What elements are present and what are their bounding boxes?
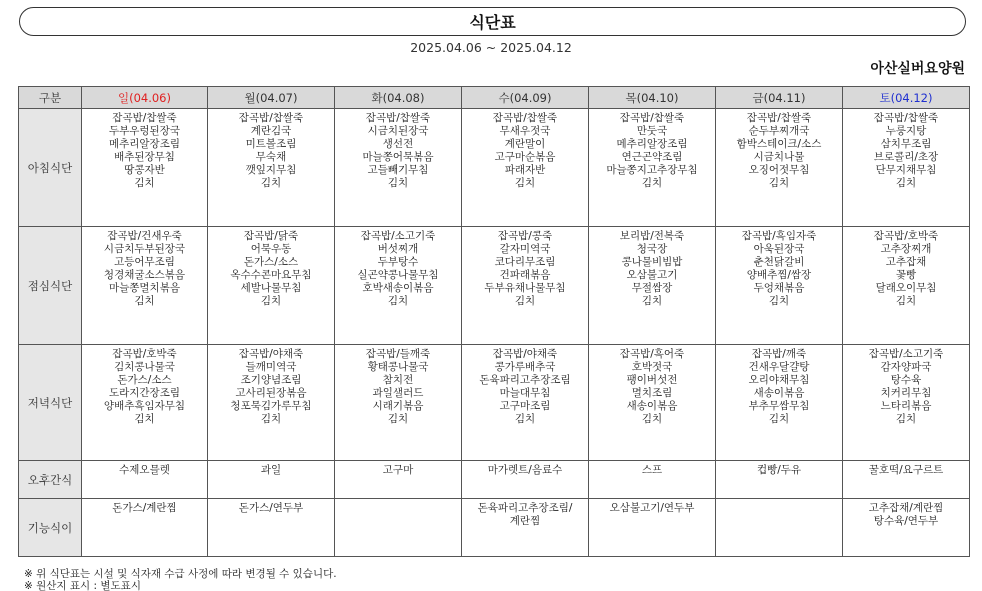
- menu-item: 삼치무조림: [880, 138, 932, 150]
- menu-item: 잡곡밥/찹쌀죽: [492, 112, 558, 124]
- menu-cell-mon: [208, 345, 335, 461]
- menu-item: 김치: [260, 413, 282, 425]
- menu-item: 김치: [387, 295, 409, 307]
- menu-item: 고사리된장볶음: [235, 387, 307, 399]
- menu-item: 양배추흑임자무침: [103, 400, 186, 412]
- day-header-tue: 화(04.08): [335, 87, 462, 109]
- dinner-row: [19, 345, 970, 461]
- menu-item: 잡곡밥/찹쌀죽: [619, 112, 685, 124]
- menu-item: 오삼불고기: [626, 269, 678, 281]
- menu-item: 잡곡밥/흑어죽: [619, 348, 685, 360]
- menu-item: 김치: [514, 295, 536, 307]
- menu-cell-sun: [82, 499, 208, 557]
- menu-item: 만둣국: [636, 125, 668, 137]
- menu-item: 고등어무조림: [114, 256, 175, 268]
- footnote-origin-notice: ※ 원산지 표시 : 별도표시: [24, 580, 141, 591]
- menu-item: 어묵우동: [250, 243, 292, 255]
- menu-item: 김치: [768, 177, 790, 189]
- breakfast-row: [19, 109, 970, 227]
- menu-item: 달래오이무침: [875, 282, 937, 294]
- menu-item: 잡곡밥/소고기죽: [868, 348, 944, 360]
- menu-item: 시래기볶음: [372, 400, 424, 412]
- menu-item: 두부탕수: [377, 256, 419, 268]
- menu-item: 꽃빵: [895, 269, 917, 281]
- menu-item: 계란말이: [504, 138, 546, 150]
- menu-item: 스프: [641, 464, 663, 476]
- menu-item: 깻잎지무침: [245, 164, 297, 176]
- footnotes: [24, 568, 337, 591]
- menu-item: 돈육파리고추장조림: [479, 374, 571, 386]
- menu-item: 김치: [514, 413, 536, 425]
- menu-item: 고구마: [382, 464, 414, 476]
- menu-item: 호박새송이볶음: [362, 282, 434, 294]
- facility-name: 아산실버요양원: [870, 61, 965, 77]
- menu-item: 연근곤약조림: [621, 151, 683, 163]
- menu-item: 오삼불고기/연두부: [609, 502, 695, 514]
- menu-item: 단무지채무침: [875, 164, 937, 176]
- menu-item: 오리야채무침: [748, 374, 810, 386]
- menu-item: 고들빼기무침: [367, 164, 429, 176]
- menu-item: 과일: [260, 464, 282, 476]
- menu-item: 탕수육/연두부: [873, 515, 939, 527]
- menu-item: 수제오믈렛: [119, 464, 170, 476]
- menu-item: 계란김국: [250, 125, 292, 137]
- menu-item: 순두부찌개국: [748, 125, 810, 137]
- menu-cell-wed: [462, 345, 589, 461]
- menu-item: 두부우렁된장국: [108, 125, 180, 137]
- menu-item: 고추잡채: [885, 256, 927, 268]
- menu-item: 고구마조림: [499, 400, 551, 412]
- meal-table: [18, 86, 970, 557]
- menu-item: 파래자반: [504, 164, 546, 176]
- day-header-wed: 수(04.09): [462, 87, 589, 109]
- menu-item: 땅콩자반: [124, 164, 165, 176]
- menu-item: 고구마순볶음: [494, 151, 556, 163]
- menu-cell-wed: [462, 227, 589, 345]
- menu-item: 춘천닭갈비: [753, 256, 805, 268]
- menu-item: 김치: [134, 177, 155, 189]
- menu-item: 꿀호떡/요구르트: [868, 464, 944, 476]
- menu-item: 들깨미역국: [245, 361, 297, 373]
- menu-cell-fri: [716, 461, 843, 499]
- menu-item: 황태콩나물국: [367, 361, 429, 373]
- menu-item: 누룽지탕: [885, 125, 927, 137]
- menu-cell-mon: [208, 227, 335, 345]
- day-header-sat: 토(04.12): [843, 87, 970, 109]
- menu-cell-sun: [82, 461, 208, 499]
- menu-cell-thu: [589, 227, 716, 345]
- menu-item: 보리밥/전복죽: [619, 230, 685, 242]
- menu-item: 생선전: [382, 138, 414, 150]
- menu-item: 멸치조림: [631, 387, 673, 399]
- menu-item: 두부유채나물무침: [484, 282, 566, 294]
- menu-item: 고추장찌개: [880, 243, 932, 255]
- row-label: 기능식이: [19, 499, 82, 557]
- menu-item: 오징어젓무침: [748, 164, 810, 176]
- menu-cell-mon: [208, 499, 335, 557]
- menu-cell-sat: [843, 345, 970, 461]
- menu-item: 시금치된장국: [367, 125, 429, 137]
- menu-cell-thu: [589, 109, 716, 227]
- row-label: 아침식단: [19, 109, 82, 227]
- menu-item: 조기양념조림: [240, 374, 302, 386]
- menu-item: 코다리무조림: [494, 256, 556, 268]
- row-label: 점심식단: [19, 227, 82, 345]
- menu-item: 김치: [895, 413, 917, 425]
- menu-item: 김치: [260, 295, 282, 307]
- menu-item: 돈육파리고추장조림/: [477, 502, 573, 514]
- menu-item: 참치전: [382, 374, 414, 386]
- menu-item: 양배추찜/쌈장: [746, 269, 812, 281]
- menu-item: 메추리알장조림: [108, 138, 180, 150]
- menu-item: 청국장: [636, 243, 668, 255]
- menu-item: 콩나물비빔밥: [621, 256, 683, 268]
- menu-item: 김치: [895, 295, 917, 307]
- menu-cell-wed: [462, 461, 589, 499]
- menu-item: 잡곡밥/콩죽: [497, 230, 553, 242]
- menu-item: 마늘쫑어묵볶음: [362, 151, 434, 163]
- menu-cell-thu: [589, 461, 716, 499]
- menu-cell-sat: [843, 461, 970, 499]
- menu-item: 배추된장무침: [114, 151, 175, 163]
- page-title: 식단표: [19, 7, 966, 36]
- menu-cell-tue: [335, 109, 462, 227]
- menu-item: 새송이볶음: [753, 387, 805, 399]
- lunch-row: [19, 227, 970, 345]
- menu-item: 잡곡밥/찹쌀죽: [746, 112, 812, 124]
- menu-cell-thu: [589, 345, 716, 461]
- menu-item: 무절쌈장: [631, 282, 673, 294]
- day-header-fri: 금(04.11): [716, 87, 843, 109]
- menu-item: 김치: [895, 177, 917, 189]
- menu-item: 김치: [260, 177, 282, 189]
- menu-item: 잡곡밥/소고기죽: [360, 230, 436, 242]
- menu-item: 시금치두부된장국: [103, 243, 186, 255]
- menu-cell-tue: [335, 345, 462, 461]
- menu-item: 무새우젓국: [499, 125, 551, 137]
- menu-item: 브로콜리/초장: [873, 151, 939, 163]
- date-range: 2025.04.06 ~ 2025.04.12: [410, 40, 572, 55]
- menu-item: 마늘쫑지고추장무침: [606, 164, 698, 176]
- day-header-thu: 목(04.10): [589, 87, 716, 109]
- menu-item: 탕수육: [890, 374, 922, 386]
- menu-item: 잡곡밥/찹쌀죽: [112, 112, 177, 124]
- menu-item: 돈가스/소스: [117, 374, 172, 386]
- menu-cell-tue: [335, 227, 462, 345]
- menu-item: 무숙채: [255, 151, 287, 163]
- menu-item: 마늘대무침: [499, 387, 551, 399]
- menu-item: 잡곡밥/찹쌀죽: [873, 112, 939, 124]
- menu-item: 김치: [768, 413, 790, 425]
- menu-item: 잡곡밥/들깨죽: [365, 348, 431, 360]
- menu-cell-tue: [335, 461, 462, 499]
- menu-item: 느타리볶음: [880, 400, 932, 412]
- day-header-sun: 일(04.06): [82, 87, 208, 109]
- menu-cell-fri: [716, 227, 843, 345]
- menu-item: 김치: [641, 295, 663, 307]
- menu-cell-mon: [208, 461, 335, 499]
- header-corner: 구분: [19, 87, 82, 109]
- menu-item: 버섯찌개: [377, 243, 419, 255]
- menu-item: 콩가루배추국: [494, 361, 556, 373]
- snack-row: [19, 461, 970, 499]
- menu-item: 세발나물무침: [240, 282, 302, 294]
- menu-item: 청포묵김가루무침: [230, 400, 312, 412]
- menu-item: 메추리알장조림: [616, 138, 688, 150]
- menu-item: 청경채굴소스볶음: [103, 269, 186, 281]
- menu-cell-sat: [843, 499, 970, 557]
- menu-item: 김치: [134, 413, 155, 425]
- menu-item: 김치: [641, 413, 663, 425]
- menu-item: 잡곡밥/닭죽: [243, 230, 299, 242]
- menu-item: 잡곡밥/호박죽: [112, 348, 177, 360]
- menu-item: 잡곡밥/호박죽: [873, 230, 939, 242]
- row-label: 저녁식단: [19, 345, 82, 461]
- menu-item: 잡곡밥/건새우죽: [107, 230, 182, 242]
- menu-item: 새송이볶음: [626, 400, 678, 412]
- menu-cell-sun: [82, 109, 208, 227]
- day-header-mon: 월(04.07): [208, 87, 335, 109]
- menu-cell-sat: [843, 227, 970, 345]
- menu-cell-fri: [716, 345, 843, 461]
- menu-item: 김치: [387, 413, 409, 425]
- menu-item: 김치콩나물국: [114, 361, 175, 373]
- menu-item: 김치: [768, 295, 790, 307]
- menu-item: 옥수수콘마요무침: [230, 269, 312, 281]
- menu-item: 팽이버섯전: [626, 374, 678, 386]
- menu-item: 도라지간장조림: [108, 387, 180, 399]
- menu-item: 갈자미역국: [499, 243, 551, 255]
- menu-item: 김치: [641, 177, 663, 189]
- menu-cell-sat: [843, 109, 970, 227]
- menu-item: 미트볼조림: [245, 138, 297, 150]
- menu-item: 시금치나물: [753, 151, 805, 163]
- menu-item: 김치: [387, 177, 409, 189]
- menu-cell-fri: [716, 499, 843, 557]
- table-header-row: [19, 87, 970, 109]
- menu-item: 잡곡밥/야채죽: [238, 348, 304, 360]
- row-label: 오후간식: [19, 461, 82, 499]
- menu-item: 실곤약콩나물무침: [357, 269, 439, 281]
- menu-cell-tue: [335, 499, 462, 557]
- menu-item: 잡곡밥/야채죽: [492, 348, 558, 360]
- menu-item: 돈가스/계란찜: [112, 502, 177, 514]
- menu-item: 고추잡채/계란찜: [868, 502, 944, 514]
- menu-item: 호박젓국: [631, 361, 673, 373]
- menu-cell-wed: [462, 499, 589, 557]
- menu-cell-sun: [82, 227, 208, 345]
- menu-item: 감자양파국: [880, 361, 932, 373]
- menu-item: 잡곡밥/찹쌀죽: [238, 112, 304, 124]
- menu-item: 아욱된장국: [753, 243, 805, 255]
- menu-item: 마늘쫑멸치볶음: [108, 282, 180, 294]
- menu-cell-wed: [462, 109, 589, 227]
- menu-item: 돈가스/연두부: [238, 502, 304, 514]
- menu-item: 마가렛트/음료수: [487, 464, 563, 476]
- menu-cell-thu: [589, 499, 716, 557]
- menu-item: 건새우달걀탕: [748, 361, 810, 373]
- menu-item: 김치: [134, 295, 155, 307]
- menu-cell-sun: [82, 345, 208, 461]
- menu-item: 함박스테이크/소스: [736, 138, 822, 150]
- footnote-change-notice: ※ 위 식단표는 시설 및 식자재 수급 사정에 따라 변경될 수 있습니다.: [24, 568, 337, 580]
- menu-item: 김치: [514, 177, 536, 189]
- menu-item: 계란찜: [509, 515, 541, 527]
- menu-item: 치커리무침: [880, 387, 932, 399]
- menu-item: 잡곡밥/흑임자죽: [741, 230, 817, 242]
- special-diet-row: [19, 499, 970, 557]
- menu-item: 부추무쌈무침: [748, 400, 810, 412]
- menu-item: 컵빵/두유: [756, 464, 802, 476]
- menu-cell-mon: [208, 109, 335, 227]
- menu-item: 돈가스/소스: [243, 256, 299, 268]
- menu-item: 잡곡밥/찹쌀죽: [365, 112, 431, 124]
- menu-cell-fri: [716, 109, 843, 227]
- menu-item: 두엉채볶음: [753, 282, 805, 294]
- menu-item: 건파래볶음: [499, 269, 551, 281]
- menu-item: 과일샐러드: [372, 387, 424, 399]
- menu-item: 잡곡밥/깨죽: [751, 348, 807, 360]
